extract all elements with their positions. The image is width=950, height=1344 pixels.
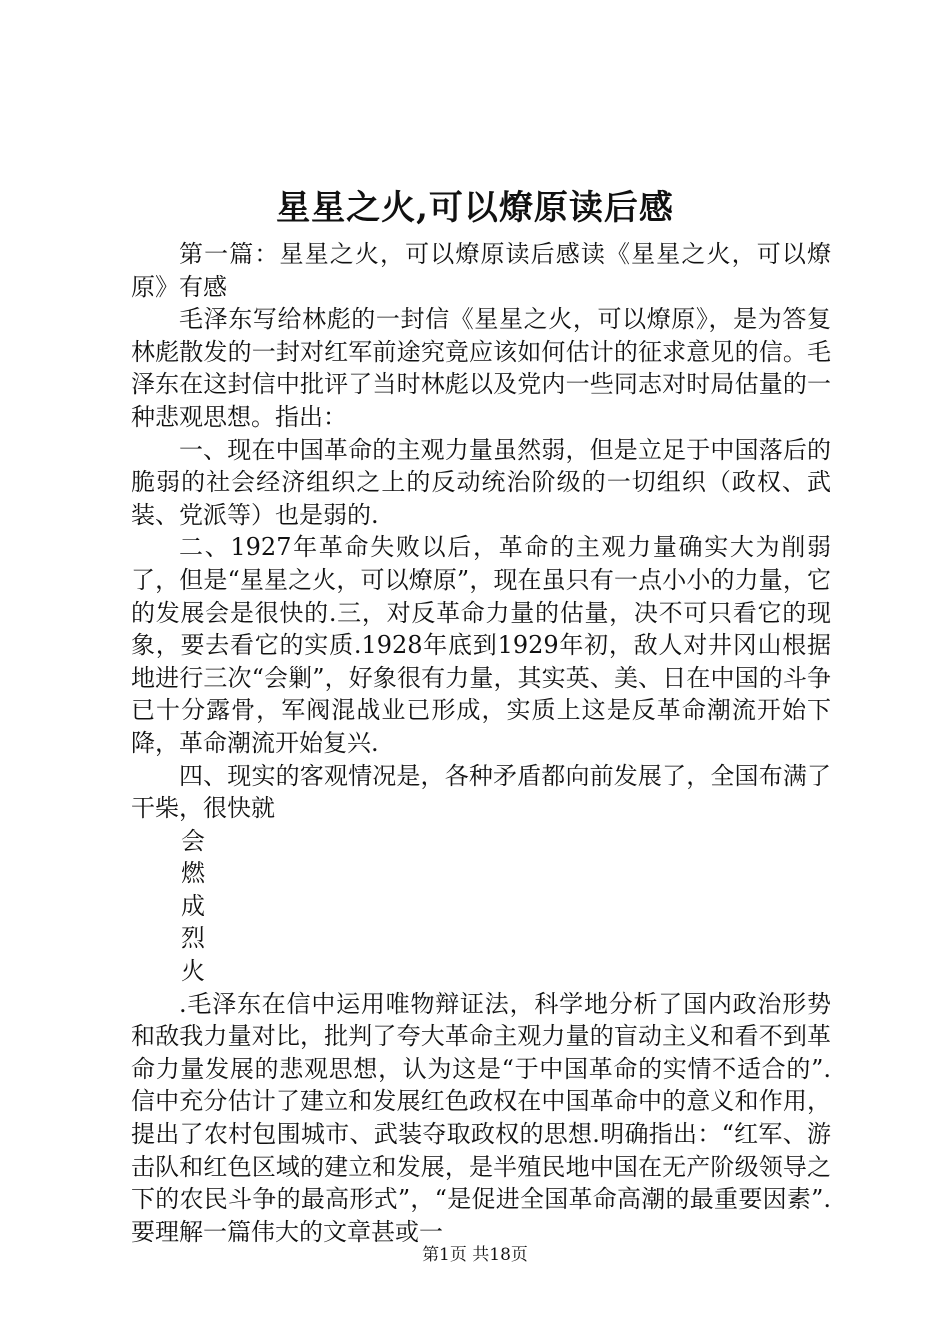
paragraph-point-two: 二、1927年革命失败以后，革命的主观力量确实大为削弱了，但是“星星之火，可以燎原”，现在虽只有一点小小的力量，它的发展会是很快的.三，对反革命力量的估量，决不可只看它的现象，要去看它的实质.1928年底到1929年初，敌人对井冈山根据地进行三次“会剿”，好象很有力量，其实英、美、日在中国的斗争已十分露骨，军阀混战业已形成，实质上这是反革命潮流开始下降，革命潮流开始复兴. xyxy=(131,533,831,757)
document-body xyxy=(131,238,831,1248)
vertical-char: 成 xyxy=(181,891,205,920)
vertical-text-column xyxy=(131,825,831,988)
page-title: 星星之火,可以燎原读后感 xyxy=(276,188,674,228)
page-number-footer: 第1页 共18页 xyxy=(422,1245,528,1265)
paragraph-intro-heading: 第一篇：星星之火，可以燎原读后感读《星星之火，可以燎原》有感 xyxy=(131,240,831,301)
vertical-char: 会 xyxy=(181,826,205,855)
vertical-char: 烈 xyxy=(181,924,205,953)
vertical-char: 燃 xyxy=(181,859,205,888)
paragraph-letter-summary: 毛泽东写给林彪的一封信《星星之火，可以燎原》，是为答复林彪散发的一封对红军前途究竟应该如何估计的征求意见的信。毛泽东在这封信中批评了当时林彪以及党内一些同志对时局估量的一种悲观思想。指出： xyxy=(131,305,831,431)
paragraph-point-four: 四、现实的客观情况是，各种矛盾都向前发展了，全国布满了干柴，很快就 xyxy=(131,761,831,823)
paragraph-point-one: 一、现在中国革命的主观力量虽然弱，但是立足于中国落后的脆弱的社会经济组织之上的反动统治阶级的一切组织（政权、武装、党派等）也是弱的. xyxy=(131,435,831,529)
vertical-char: 火 xyxy=(181,957,205,986)
paragraph-analysis: .毛泽东在信中运用唯物辩证法，科学地分析了国内政治形势和敌我力量对比，批判了夸大革命主观力量的盲动主义和看不到革命力量发展的悲观思想，认为这是“于中国革命的实情不适合的”.信中充分估计了建立和发展红色政权在中国革命中的意义和作用，提出了农村包围城市、武装夺取政权的思想.明确指出：“红军、游击队和红色区域的建立和发展，是半殖民地中国在无产阶级领导之下的农民斗争的最高形式”，“是促进全国革命高潮的最重要因素”.要理解一篇伟大的文章甚或一 xyxy=(131,989,831,1246)
